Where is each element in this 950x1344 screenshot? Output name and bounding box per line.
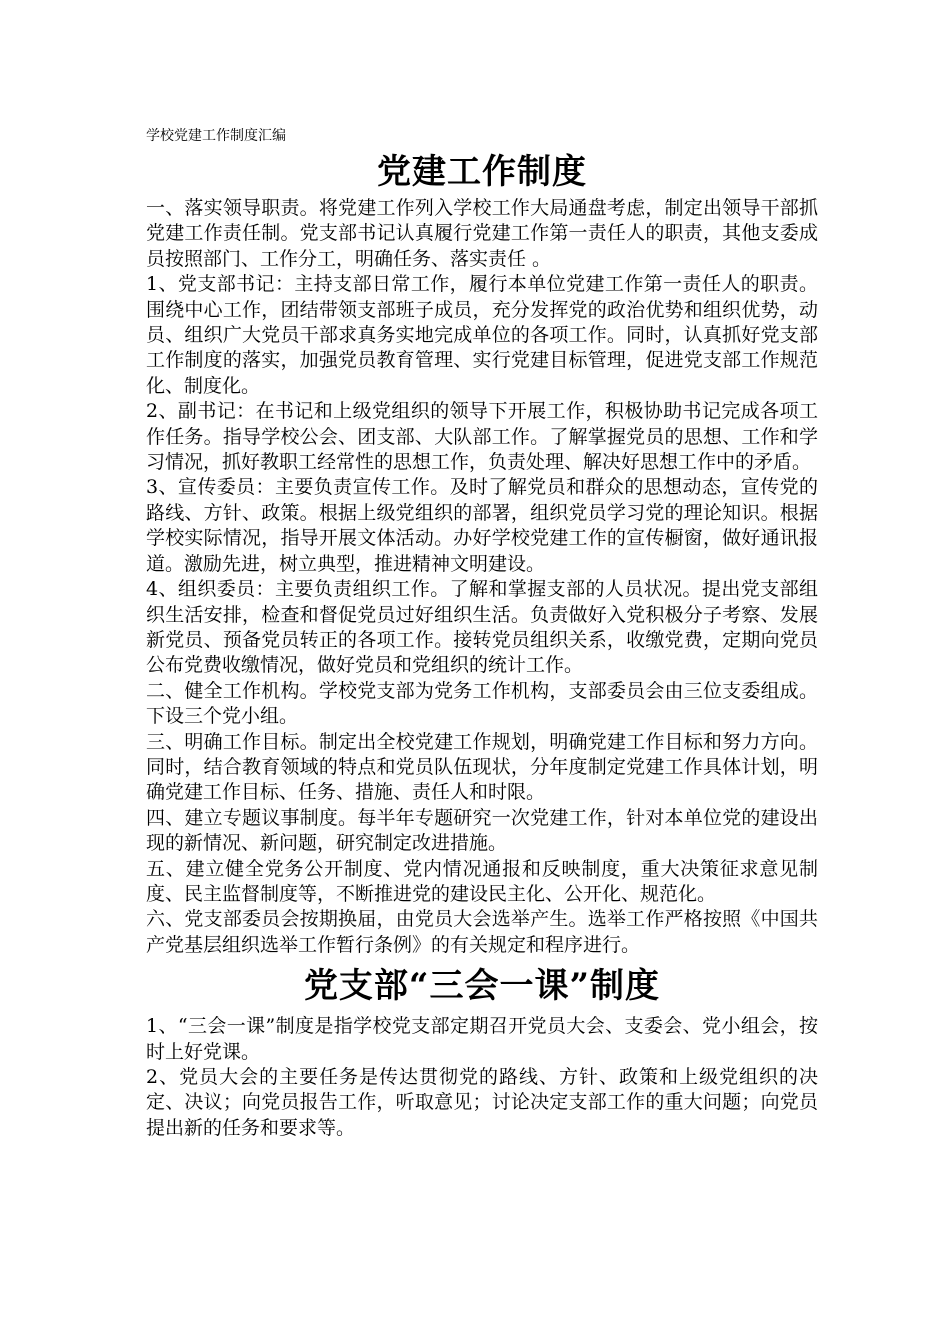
paragraph: 2、副书记：在书记和上级党组织的领导下开展工作，积极协助书记完成各项工作任务。指导学校公会、团支部、大队部工作。了解掌握党员的思想、工作和学习情况，抓好教职工经常性的思想工作，负责处理、解决好思想工作中的矛盾。 [146, 400, 818, 474]
paragraph: 六、党支部委员会按期换届，由党员大会选举产生。选举工作严格按照《中国共产党基层组织选举工作暂行条例》的有关规定和程序进行。 [146, 908, 818, 956]
paragraph: 四、建立专题议事制度。每半年专题研究一次党建工作，针对本单位党的建设出现的新情况、新问题，研究制定改进措施。 [146, 806, 818, 855]
paragraph: 一、落实领导职责。将党建工作列入学校工作大局通盘考虑，制定出领导干部抓党建工作责任制。党支部书记认真履行党建工作第一责任人的职责，其他支委成员按照部门、工作分工，明确任务、落实责任 。 [146, 197, 818, 270]
paragraph: 三、明确工作目标。制定出全校党建工作规划，明确党建工作目标和努力方向。同时，结合教育领域的特点和党员队伍现状，分年度制定党建工作具体计划，明确党建工作目标、任务、措施、责任人和时限。 [146, 730, 818, 804]
paragraph: 1、党支部书记：主持支部日常工作，履行本单位党建工作第一责任人的职责。围绕中心工作，团结带领支部班子成员，充分发挥党的政治优势和组织优势，动员、组织广大党员干部求真务实地完成单位的各项工作。同时，认真抓好党支部工作制度的落实，加强党员教育管理、实行党建目标管理，促进党支部工作规范化、制度化。 [146, 273, 818, 397]
document-header: 学校党建工作制度汇编 [146, 128, 286, 144]
paragraph: 4、组织委员：主要负责组织工作。了解和掌握支部的人员状况。提出党支部组织生活安排，检查和督促党员过好组织生活。负责做好入党积极分子考察、发展新党员、预备党员转正的各项工作。接转党员组织关系，收缴党费，定期向党员公布党费收缴情况，做好党员和党组织的统计工作。 [146, 578, 818, 677]
section-title: 党建工作制度 [377, 152, 587, 192]
section-three-meetings-one-lesson [146, 958, 818, 1141]
paragraph: 1、“三会一课”制度是指学校党支部定期召开党员大会、支委会、党小组会，按时上好党课。 [146, 1015, 818, 1063]
paragraph: 2、党员大会的主要任务是传达贯彻党的路线、方针、政策和上级党组织的决定、决议；向党员报告工作，听取意见；讨论决定支部工作的重大问题；向党员提出新的任务和要求等。 [146, 1066, 818, 1139]
paragraph: 二、健全工作机构。学校党支部为党务工作机构，支部委员会由三位支委组成。下设三个党小组。 [146, 679, 818, 728]
section-party-building-system [146, 148, 818, 958]
document-page [146, 126, 818, 1141]
section-title: 党支部“三会一课”制度 [303, 966, 661, 1007]
paragraph: 3、宣传委员：主要负责宣传工作。及时了解党员和群众的思想动态，宣传党的路线、方针、政策。根据上级党组织的部署，组织党员学习党的理论知识。根据学校实际情况，指导开展文体活动。办好学校党建工作的宣传橱窗，做好通讯报道。激励先进，树立典型，推进精神文明建设。 [146, 476, 818, 575]
paragraph: 五、建立健全党务公开制度、党内情况通报和反映制度，重大决策征求意见制度、民主监督制度等，不断推进党的建设民主化、公开化、规范化。 [146, 857, 818, 905]
